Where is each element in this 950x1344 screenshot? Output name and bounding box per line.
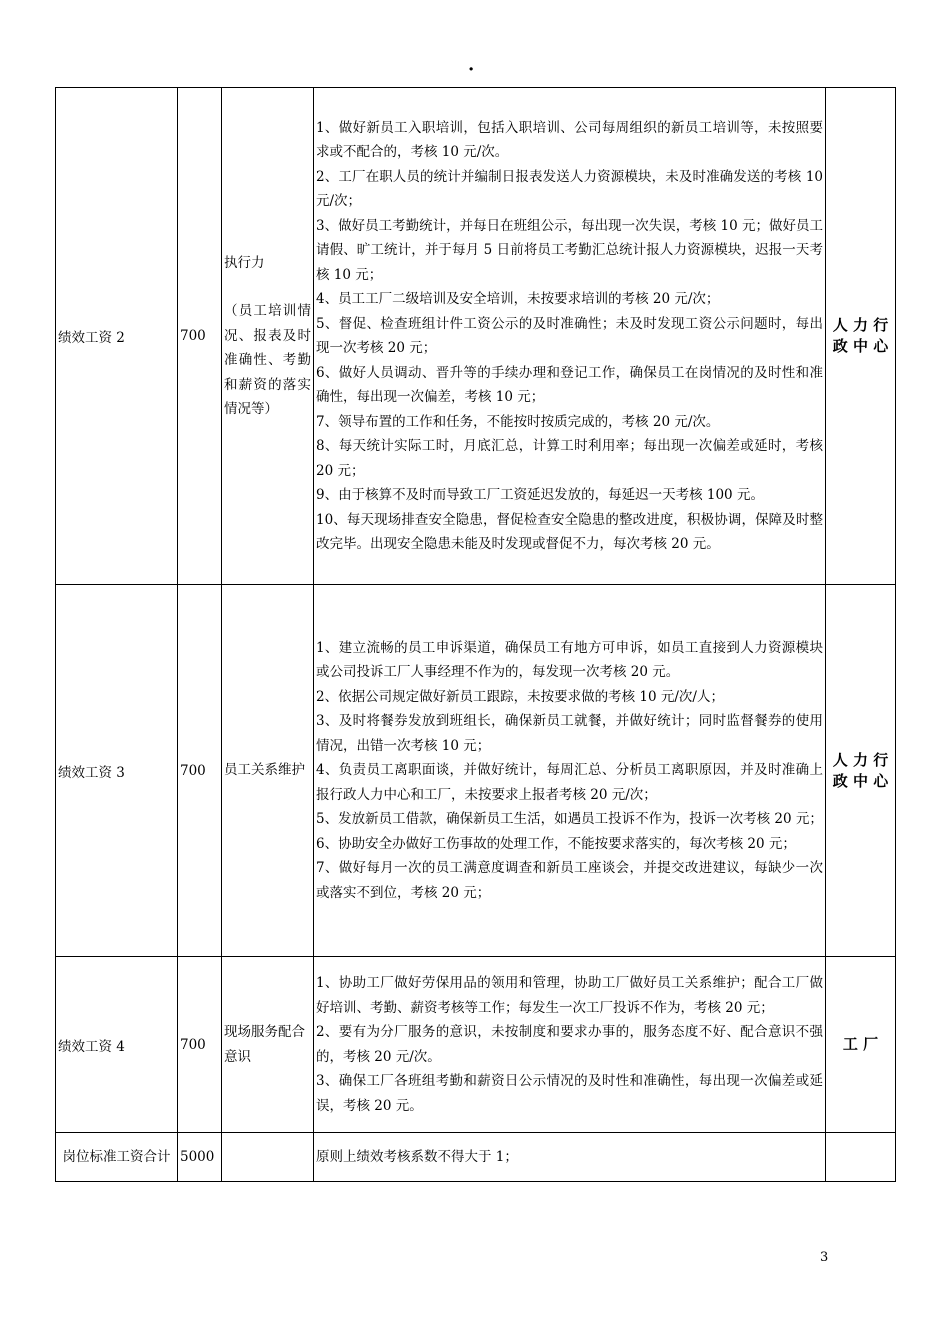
department-label: 人 力 行 政 中 心 <box>832 316 889 355</box>
total-dept-empty <box>826 1133 896 1182</box>
pay-item-name: 绩效工资 2 <box>56 88 178 585</box>
total-category-empty <box>222 1133 314 1182</box>
pay-item-name: 绩效工资 3 <box>56 585 178 957</box>
rule-item: 8、每天统计实际工时，月底汇总，计算工时利用率；每出现一次偏差或延时，考核 20 元； <box>316 438 823 479</box>
performance-pay-table <box>55 87 896 1182</box>
rule-item: 4、员工工厂二级培训及安全培训，未按要求培训的考核 20 元/次； <box>316 291 720 307</box>
rule-item: 7、做好每月一次的员工满意度调查和新员工座谈会，并提交改进建议，每缺少一次或落实不到位，考核 20 元； <box>316 860 823 901</box>
rule-item: 2、工厂在职人员的统计并编制日报表发送人力资源模块，未及时准确发送的考核 10 元/次； <box>316 168 823 209</box>
rule-item: 6、协助安全办做好工伤事故的处理工作，不能按要求落实的，每次考核 20 元； <box>316 835 796 852</box>
total-note: 原则上绩效考核系数不得大于 1； <box>314 1133 826 1182</box>
category-line: （员工培训情况、报表及时准确性、考勤和薪资的落实情况等） <box>224 303 311 417</box>
rule-item: 5、督促、检查班组计件工资公示的及时准确性；未及时发现工资公示问题时，每出现一次考核 20 元； <box>316 315 823 356</box>
category-line: 现场服务配合意识 <box>224 1024 305 1065</box>
table-row <box>56 957 896 1133</box>
table-row <box>56 88 896 585</box>
assessment-rules <box>314 88 826 585</box>
rule-item: 3、做好员工考勤统计，并每日在班组公示，每出现一次失误，考核 10 元；做好员工请假、旷工统计，并于每月 5 日前将员工考勤汇总统计报人力资源模块，迟报一天考核 10 元； <box>316 217 823 283</box>
rule-item: 3、确保工厂各班组考勤和薪资日公示情况的及时性和准确性，每出现一次偏差或延误，考核 20 元。 <box>316 1073 823 1114</box>
rule-item: 3、及时将餐券发放到班组长，确保新员工就餐，并做好统计；同时监督餐券的使用情况，出错一次考核 10 元； <box>316 713 823 754</box>
total-name: 岗位标准工资合计 <box>62 1149 171 1165</box>
rule-item: 1、建立流畅的员工申诉渠道，确保员工有地方可申诉，如员工直接到人力资源模块或公司投诉工厂人事经理不作为的，每发现一次考核 20 元。 <box>316 639 823 681</box>
category-line: 执行力 <box>224 254 265 271</box>
pay-amount: 700 <box>178 88 222 585</box>
total-amount: 5000 <box>178 1133 222 1182</box>
responsible-department <box>826 585 896 957</box>
category-line <box>224 275 311 299</box>
pay-amount: 700 <box>178 957 222 1133</box>
table-row <box>56 585 896 957</box>
assessment-rules <box>314 957 826 1133</box>
page-number: 3 <box>820 1250 829 1265</box>
pay-amount: 700 <box>178 585 222 957</box>
rule-item: 6、做好人员调动、晋升等的手续办理和登记工作，确保员工在岗情况的及时性和准确性，每出现一次偏差，考核 10 元； <box>316 364 823 405</box>
category-line: 员工关系维护 <box>224 762 305 779</box>
rule-item: 2、依据公司规定做好新员工跟踪，未按要求做的考核 10 元/次/人； <box>316 688 724 705</box>
rule-item: 9、由于核算不及时而导致工厂工资延迟发放的，每延迟一天考核 100 元。 <box>316 487 764 503</box>
rule-item: 5、发放新员工借款，确保新员工生活，如遇员工投诉不作为，投诉一次考核 20 元； <box>316 811 823 828</box>
header-mark: · <box>468 59 475 80</box>
rule-item: 4、负责员工离职面谈，并做好统计，每周汇总、分析员工离职原因，并及时准确上报行政人力中心和工厂，未按要求上报者考核 20 元/次； <box>316 762 823 803</box>
department-label: 人 力 行 政 中 心 <box>832 750 889 790</box>
assessment-category <box>222 88 314 585</box>
rule-item: 1、协助工厂做好劳保用品的领用和管理，协助工厂做好员工关系维护；配合工厂做好培训、考勤、薪资考核等工作；每发生一次工厂投诉不作为，考核 20 元； <box>316 975 823 1016</box>
pay-item-name: 绩效工资 4 <box>56 957 178 1133</box>
assessment-category <box>222 957 314 1133</box>
total-label <box>56 1133 178 1182</box>
rule-item: 2、要有为分厂服务的意识，未按制度和要求办事的，服务态度不好、配合意识不强的，考核 20 元/次。 <box>316 1024 823 1065</box>
responsible-department <box>826 957 896 1133</box>
assessment-rules <box>314 585 826 957</box>
total-row <box>56 1133 896 1182</box>
responsible-department <box>826 88 896 585</box>
rule-item: 7、领导布置的工作和任务，不能按时按质完成的，考核 20 元/次。 <box>316 413 720 430</box>
rule-item: 1、做好新员工入职培训，包括入职培训、公司每周组织的新员工培训等，未按照要求或不配合的，考核 10 元/次。 <box>316 119 823 160</box>
assessment-category <box>222 585 314 957</box>
rule-item: 10、每天现场排查安全隐患，督促检查安全隐患的整改进度，积极协调，保障及时整改完毕。出现安全隐患未能及时发现或督促不力，每次考核 20 元。 <box>316 511 823 552</box>
department-label: 工 厂 <box>842 1035 879 1053</box>
